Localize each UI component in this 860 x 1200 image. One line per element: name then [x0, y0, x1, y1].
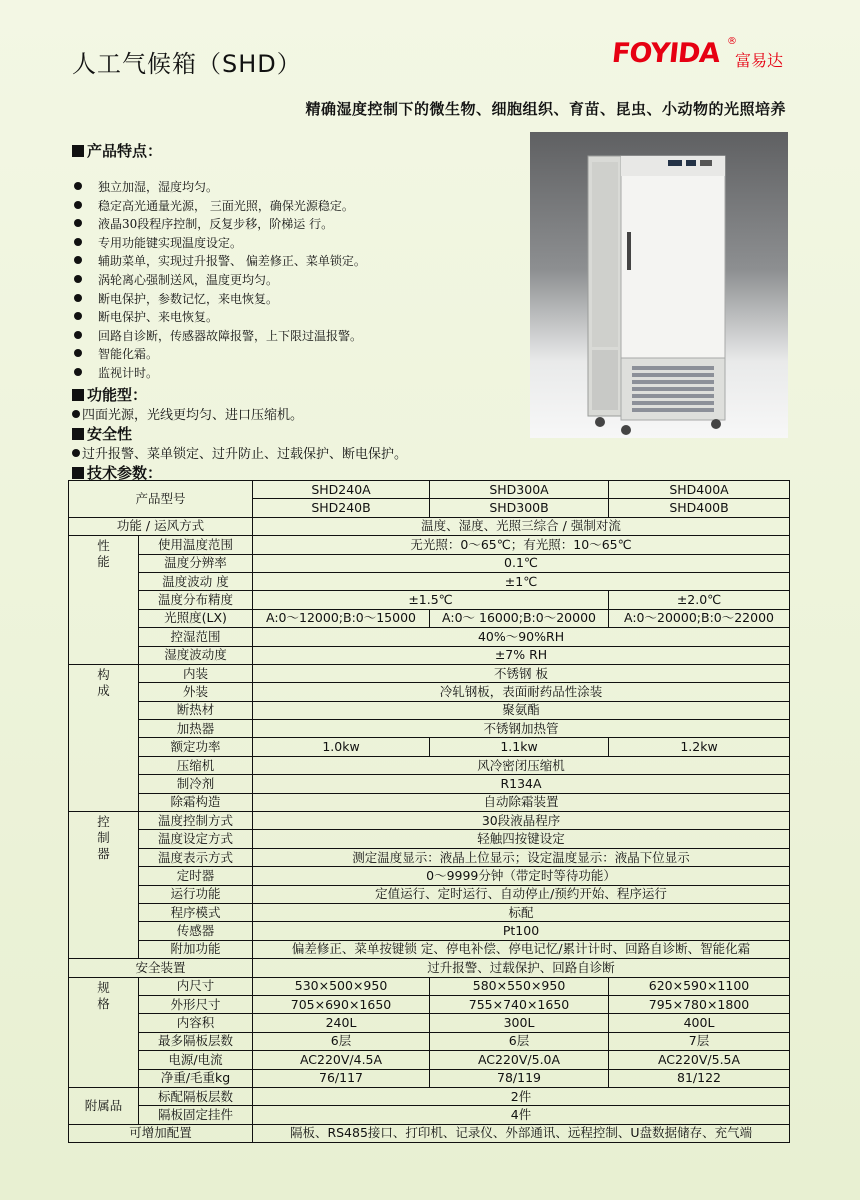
table-row: [69, 554, 790, 572]
product-photo: [530, 132, 788, 438]
param-label: 使用温度范围: [139, 536, 253, 554]
param-label: 温度设定方式: [139, 830, 253, 848]
group-char: 器: [97, 846, 110, 862]
param-value: A:0～12000;B:0～15000: [253, 609, 430, 627]
table-row: [69, 628, 790, 646]
feature-list: [74, 178, 366, 383]
param-label: 定时器: [139, 867, 253, 885]
param-value: 30段液晶程序: [253, 812, 790, 830]
param-value: 冷轧钢板，表面耐药品性涂装: [253, 683, 790, 701]
table-row: [69, 756, 790, 774]
bullet-icon: [74, 349, 82, 357]
param-value: ±7% RH: [253, 646, 790, 664]
table-row: [69, 903, 790, 921]
param-value: 530×500×950: [253, 977, 430, 995]
param-label: 温度分辨率: [139, 554, 253, 572]
feature-item: [74, 215, 366, 234]
incubator-image: [530, 132, 788, 438]
feature-item: [74, 252, 366, 271]
table-row: [69, 812, 790, 830]
model-cell: SHD300A: [430, 481, 609, 499]
bullet-icon: [74, 368, 82, 376]
subtitle: 精确湿度控制下的微生物、细胞组织、育苗、昆虫、小动物的光照培养: [305, 100, 786, 118]
table-row: [69, 646, 790, 664]
feature-item: [74, 271, 366, 290]
param-label: 温度波动 度: [139, 572, 253, 590]
feature-text: 稳定高光通量光源， 三面光照，确保光源稳定。: [98, 198, 354, 213]
group-char: 构: [97, 666, 110, 682]
param-value: 0.1℃: [253, 554, 790, 572]
bullet-icon: [72, 410, 80, 418]
logo-cn: 富易达: [735, 51, 784, 70]
safety-heading: [72, 423, 132, 444]
table-row: [69, 683, 790, 701]
feature-item: [74, 345, 366, 364]
param-label: 温度表示方式: [139, 848, 253, 866]
table-row: [69, 959, 790, 977]
func-value: 温度、湿度、光照三综合 / 强制对流: [253, 517, 790, 535]
param-label: 最多隔板层数: [139, 1032, 253, 1050]
options-value: 隔板、RS485接口、打印机、记录仪、外部通讯、远程控制、U盘数据储存、充气端: [253, 1124, 790, 1142]
param-value: 2件: [253, 1087, 790, 1105]
safety-value: 过升报警、过载保护、回路自诊断: [253, 959, 790, 977]
param-label: 净重/毛重kg: [139, 1069, 253, 1087]
table-row: [69, 922, 790, 940]
param-value: 无光照：0～65℃；有光照：10～65℃: [253, 536, 790, 554]
logo-brand: FOYIDA: [610, 38, 721, 69]
param-label: 程序模式: [139, 903, 253, 921]
param-value: Pt100: [253, 922, 790, 940]
param-value: ±1℃: [253, 572, 790, 590]
bullet-icon: [74, 331, 82, 339]
param-value: 78/119: [430, 1069, 609, 1087]
param-label: 额定功率: [139, 738, 253, 756]
bullet-icon: [74, 256, 82, 264]
safety-text: [72, 443, 407, 462]
table-row: [69, 977, 790, 995]
model-cell: SHD400A: [609, 481, 790, 499]
group-char: 规: [97, 979, 110, 995]
function-heading: [72, 384, 147, 405]
page-title: 人工气候箱（SHD）: [72, 50, 302, 78]
param-value: 风冷密闭压缩机: [253, 756, 790, 774]
feature-text: 断电保护、来电恢复。: [98, 310, 219, 325]
param-label: 传感器: [139, 922, 253, 940]
model-label: 产品型号: [69, 481, 253, 518]
table-row: [69, 517, 790, 535]
feature-item: [74, 234, 366, 253]
bullet-icon: [74, 312, 82, 320]
param-value: 705×690×1650: [253, 995, 430, 1013]
param-value: 300L: [430, 1014, 609, 1032]
function-text-value: 四面光源，光线更均匀、进口压缩机。: [82, 408, 304, 423]
param-value: 400L: [609, 1014, 790, 1032]
group-char: 能: [97, 554, 110, 570]
bullet-icon: [74, 275, 82, 283]
param-label: 压缩机: [139, 756, 253, 774]
param-value: ±1.5℃: [253, 591, 609, 609]
table-row: [69, 848, 790, 866]
param-value: 6层: [253, 1032, 430, 1050]
feature-item: [74, 178, 366, 197]
table-row: [69, 720, 790, 738]
param-value: 不锈钢 板: [253, 664, 790, 682]
feature-text: 专用功能键实现温度设定。: [98, 235, 243, 250]
param-value: AC220V/5.0A: [430, 1051, 609, 1069]
param-value: 1.2kw: [609, 738, 790, 756]
model-cell: SHD300B: [430, 499, 609, 517]
feature-text: 独立加湿，湿度均匀。: [98, 180, 219, 194]
param-label: 隔板固定挂件: [139, 1106, 253, 1124]
table-row: [69, 867, 790, 885]
param-value: 自动除霜装置: [253, 793, 790, 811]
group-size: [69, 977, 139, 1087]
table-row: [69, 1032, 790, 1050]
safety-heading-text: 安全性: [87, 425, 133, 443]
group-char: 成: [97, 682, 110, 698]
param-value: 4件: [253, 1106, 790, 1124]
param-value: 40%～90%RH: [253, 628, 790, 646]
param-label: 内容积: [139, 1014, 253, 1032]
param-value: 轻触四按键设定: [253, 830, 790, 848]
table-row: [69, 995, 790, 1013]
table-row: [69, 609, 790, 627]
safety-label: 安全装置: [69, 959, 253, 977]
param-value: 76/117: [253, 1069, 430, 1087]
param-label: 制冷剂: [139, 775, 253, 793]
param-label: 湿度波动度: [139, 646, 253, 664]
table-row: [69, 1069, 790, 1087]
table-row: [69, 1124, 790, 1142]
param-label: 附加功能: [139, 940, 253, 958]
table-row: [69, 738, 790, 756]
table-row: [69, 793, 790, 811]
bullet-icon: [74, 294, 82, 302]
group-char: 控: [97, 814, 110, 830]
param-value: A:0～20000;B:0～22000: [609, 609, 790, 627]
feature-item: [74, 197, 366, 216]
param-value: 81/122: [609, 1069, 790, 1087]
group-accessories: 附属品: [69, 1087, 139, 1124]
table-row: [69, 775, 790, 793]
param-value: 聚氨酯: [253, 701, 790, 719]
param-value: 1.0kw: [253, 738, 430, 756]
model-cell: SHD240B: [253, 499, 430, 517]
param-value: 偏差修正、菜单按键锁 定、停电补偿、停电记忆/累计计时、回路自诊断、智能化霜: [253, 940, 790, 958]
func-label: 功能 / 运风方式: [69, 517, 253, 535]
bullet-icon: [72, 449, 80, 457]
table-row: [69, 830, 790, 848]
group-performance: [69, 536, 139, 665]
group-char: 格: [97, 995, 110, 1011]
param-label: 外形尺寸: [139, 995, 253, 1013]
param-value: 1.1kw: [430, 738, 609, 756]
feature-text: 断电保护，参数记忆，来电恢复。: [98, 291, 279, 306]
bullet-icon: [74, 238, 82, 246]
features-heading-text: 产品特点：: [87, 142, 163, 160]
param-label: 标配隔板层数: [139, 1087, 253, 1105]
param-label: 内尺寸: [139, 977, 253, 995]
param-value: AC220V/5.5A: [609, 1051, 790, 1069]
feature-text: 辅助菜单，实现过升报警、 偏差修正、菜单锁定。: [98, 254, 366, 269]
feature-item: [74, 308, 366, 327]
param-value: 755×740×1650: [430, 995, 609, 1013]
function-text: [72, 404, 303, 423]
spec-table: [68, 480, 790, 1143]
group-char: 性: [97, 538, 110, 554]
param-value: 240L: [253, 1014, 430, 1032]
param-value: R134A: [253, 775, 790, 793]
param-value: 6层: [430, 1032, 609, 1050]
table-row: [69, 591, 790, 609]
param-value: 7层: [609, 1032, 790, 1050]
bullet-icon: [74, 182, 82, 190]
param-value: 0～9999分钟（带定时等待功能）: [253, 867, 790, 885]
param-value: 795×780×1800: [609, 995, 790, 1013]
feature-text: 液晶30段程序控制，反复步移，阶梯运 行。: [98, 217, 334, 232]
param-value: 定值运行、定时运行、自动停止/预约开始、程序运行: [253, 885, 790, 903]
param-label: 运行功能: [139, 885, 253, 903]
table-row: [69, 1106, 790, 1124]
param-value: 标配: [253, 903, 790, 921]
table-row: [69, 481, 790, 499]
bullet-icon: [74, 219, 82, 227]
param-value: 不锈钢加热管: [253, 720, 790, 738]
table-row: [69, 940, 790, 958]
options-label: 可增加配置: [69, 1124, 253, 1142]
param-label: 除霜构造: [139, 793, 253, 811]
group-controller: [69, 812, 139, 959]
brand-logo: [612, 38, 792, 72]
param-label: 电源/电流: [139, 1051, 253, 1069]
table-row: [69, 1087, 790, 1105]
table-row: [69, 1014, 790, 1032]
table-row: [69, 885, 790, 903]
param-value: 580×550×950: [430, 977, 609, 995]
table-row: [69, 701, 790, 719]
feature-text: 涡轮离心强制送风，温度更均匀。: [98, 272, 279, 287]
param-value: 测定温度显示：液晶上位显示；设定温度显示：液晶下位显示: [253, 848, 790, 866]
param-value: AC220V/4.5A: [253, 1051, 430, 1069]
param-value: ±2.0℃: [609, 591, 790, 609]
group-char: 制: [97, 830, 110, 846]
param-value: A:0～ 16000;B:0～20000: [430, 609, 609, 627]
safety-text-value: 过升报警、菜单锁定、过升防止、过载保护、断电保护。: [82, 447, 408, 462]
table-row: [69, 536, 790, 554]
param-label: 温度分布精度: [139, 591, 253, 609]
spec-heading-text: 技术参数：: [87, 464, 163, 482]
param-label: 光照度(LX): [139, 609, 253, 627]
table-row: [69, 1051, 790, 1069]
bullet-icon: [74, 201, 82, 209]
param-label: 断热材: [139, 701, 253, 719]
param-label: 加热器: [139, 720, 253, 738]
model-cell: SHD240A: [253, 481, 430, 499]
feature-text: 监视计时。: [98, 365, 159, 380]
table-row: [69, 664, 790, 682]
param-label: 控湿范围: [139, 628, 253, 646]
feature-text: 回路自诊断，传感器故障报警，上下限过温报警。: [98, 328, 363, 343]
model-cell: SHD400B: [609, 499, 790, 517]
logo-registered: ®: [727, 36, 737, 47]
param-label: 外装: [139, 683, 253, 701]
feature-item: [74, 364, 366, 383]
table-row: [69, 572, 790, 590]
features-heading: [72, 140, 162, 161]
feature-item: [74, 290, 366, 309]
param-label: 内装: [139, 664, 253, 682]
feature-text: 智能化霜。: [98, 347, 159, 362]
group-build: [69, 664, 139, 811]
param-label: 温度控制方式: [139, 812, 253, 830]
feature-item: [74, 327, 366, 346]
function-heading-text: 功能型：: [87, 386, 148, 404]
param-value: 620×590×1100: [609, 977, 790, 995]
